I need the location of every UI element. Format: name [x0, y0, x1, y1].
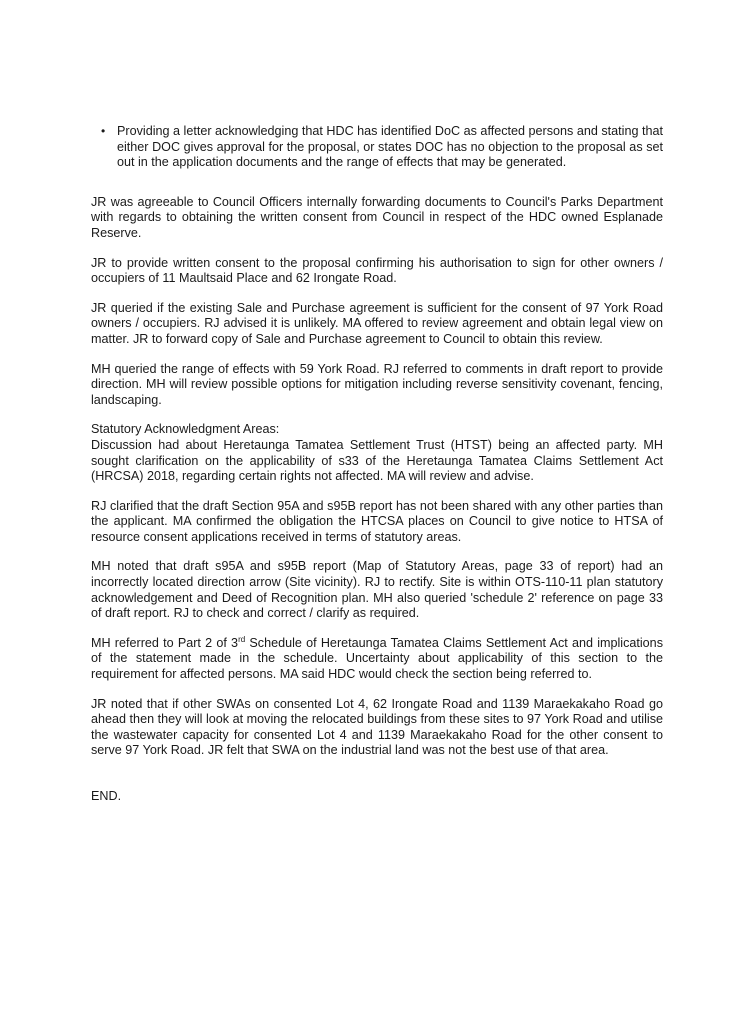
bullet-marker: •: [101, 124, 106, 138]
document-body: [91, 124, 663, 805]
statutory-section: [91, 422, 663, 484]
paragraph-direction-arrow: MH noted that draft s95A and s95B report (Map of Statutory Areas, page 33 of report) had an incorrectly located direction arrow (Site vicinity). RJ to rectify. Site is within OTS-110-11 plan statutory acknowledgement and Deed of Recognition plan. MH also queried 'schedule 2' reference on page 33 of draft report. RJ to check and correct / clarify as required.: [91, 559, 663, 621]
paragraph-other-swas: JR noted that if other SWAs on consented Lot 4, 62 Irongate Road and 1139 Maraekakaho Road go ahead then they will look at moving the relocated buildings from these sites to 97 York Road and utilise the wastewater capacity for consented Lot 4 and 1139 Maraekakaho Road for the other consent to serve 97 York Road. JR felt that SWA on the industrial land was not the best use of that area.: [91, 696, 663, 758]
end-marker: END.: [91, 789, 122, 803]
paragraph-written-consent: JR to provide written consent to the proposal confirming his authorisation to sign for other owners / occupiers of 11 Maultsaid Place and 62 Irongate Road.: [91, 255, 663, 286]
bullet-text: Providing a letter acknowledging that HDC has identified DoC as affected persons and stating that either DOC gives approval for the proposal, or states DOC has no objection to the proposal as set out in the application documents and the range of effects that may be generated.: [117, 124, 663, 170]
paragraph-sale-purchase: JR queried if the existing Sale and Purchase agreement is sufficient for the consent of 97 York Road owners / occupiers. RJ advised it is unlikely. MA offered to review agreement and obtain legal view on matter. JR to forward copy of Sale and Purchase agreement to Council to obtain this review.: [91, 300, 663, 346]
paragraph-range-of-effects: MH queried the range of effects with 59 York Road. RJ referred to comments in draft report to provide direction. MH will review possible options for mitigation including reverse sensitivity covenant, fencing, landscaping.: [91, 361, 663, 407]
schedule-text-after: Schedule of Heretaunga Tamatea Claims Settlement Act and implications of the statement made in the schedule. Uncertainty about applicability of this section to the requirement for affected persons. MA said HDC would check the section being referred to.: [91, 635, 663, 682]
paragraph-draft-report-shared: RJ clarified that the draft Section 95A and s95B report has not been shared with any other parties than the applicant. MA confirmed the obligation the HTCSA places on Council to give notice to HTSA of resource consent applications received in terms of statutory areas.: [91, 498, 663, 544]
schedule-text-before: MH referred to Part 2 of 3: [91, 635, 239, 650]
statutory-text: Discussion had about Heretaunga Tamatea Settlement Trust (HTST) being an affected party. MH sought clarification on the applicability of s33 of the Heretaunga Tamatea Claims Settlement Act (HRCSA) 2018, regarding certain rights not affected. MA will review and advise.: [91, 437, 663, 484]
bullet-item: [91, 124, 663, 171]
statutory-heading: Statutory Acknowledgment Areas:: [91, 422, 280, 437]
paragraph-schedule-reference: [91, 636, 663, 683]
schedule-superscript: rd: [238, 634, 246, 644]
paragraph-parks-department: JR was agreeable to Council Officers internally forwarding documents to Council's Parks Department with regards to obtaining the written consent from Council in respect of the HDC owned Esplanade Reserve.: [91, 194, 663, 240]
